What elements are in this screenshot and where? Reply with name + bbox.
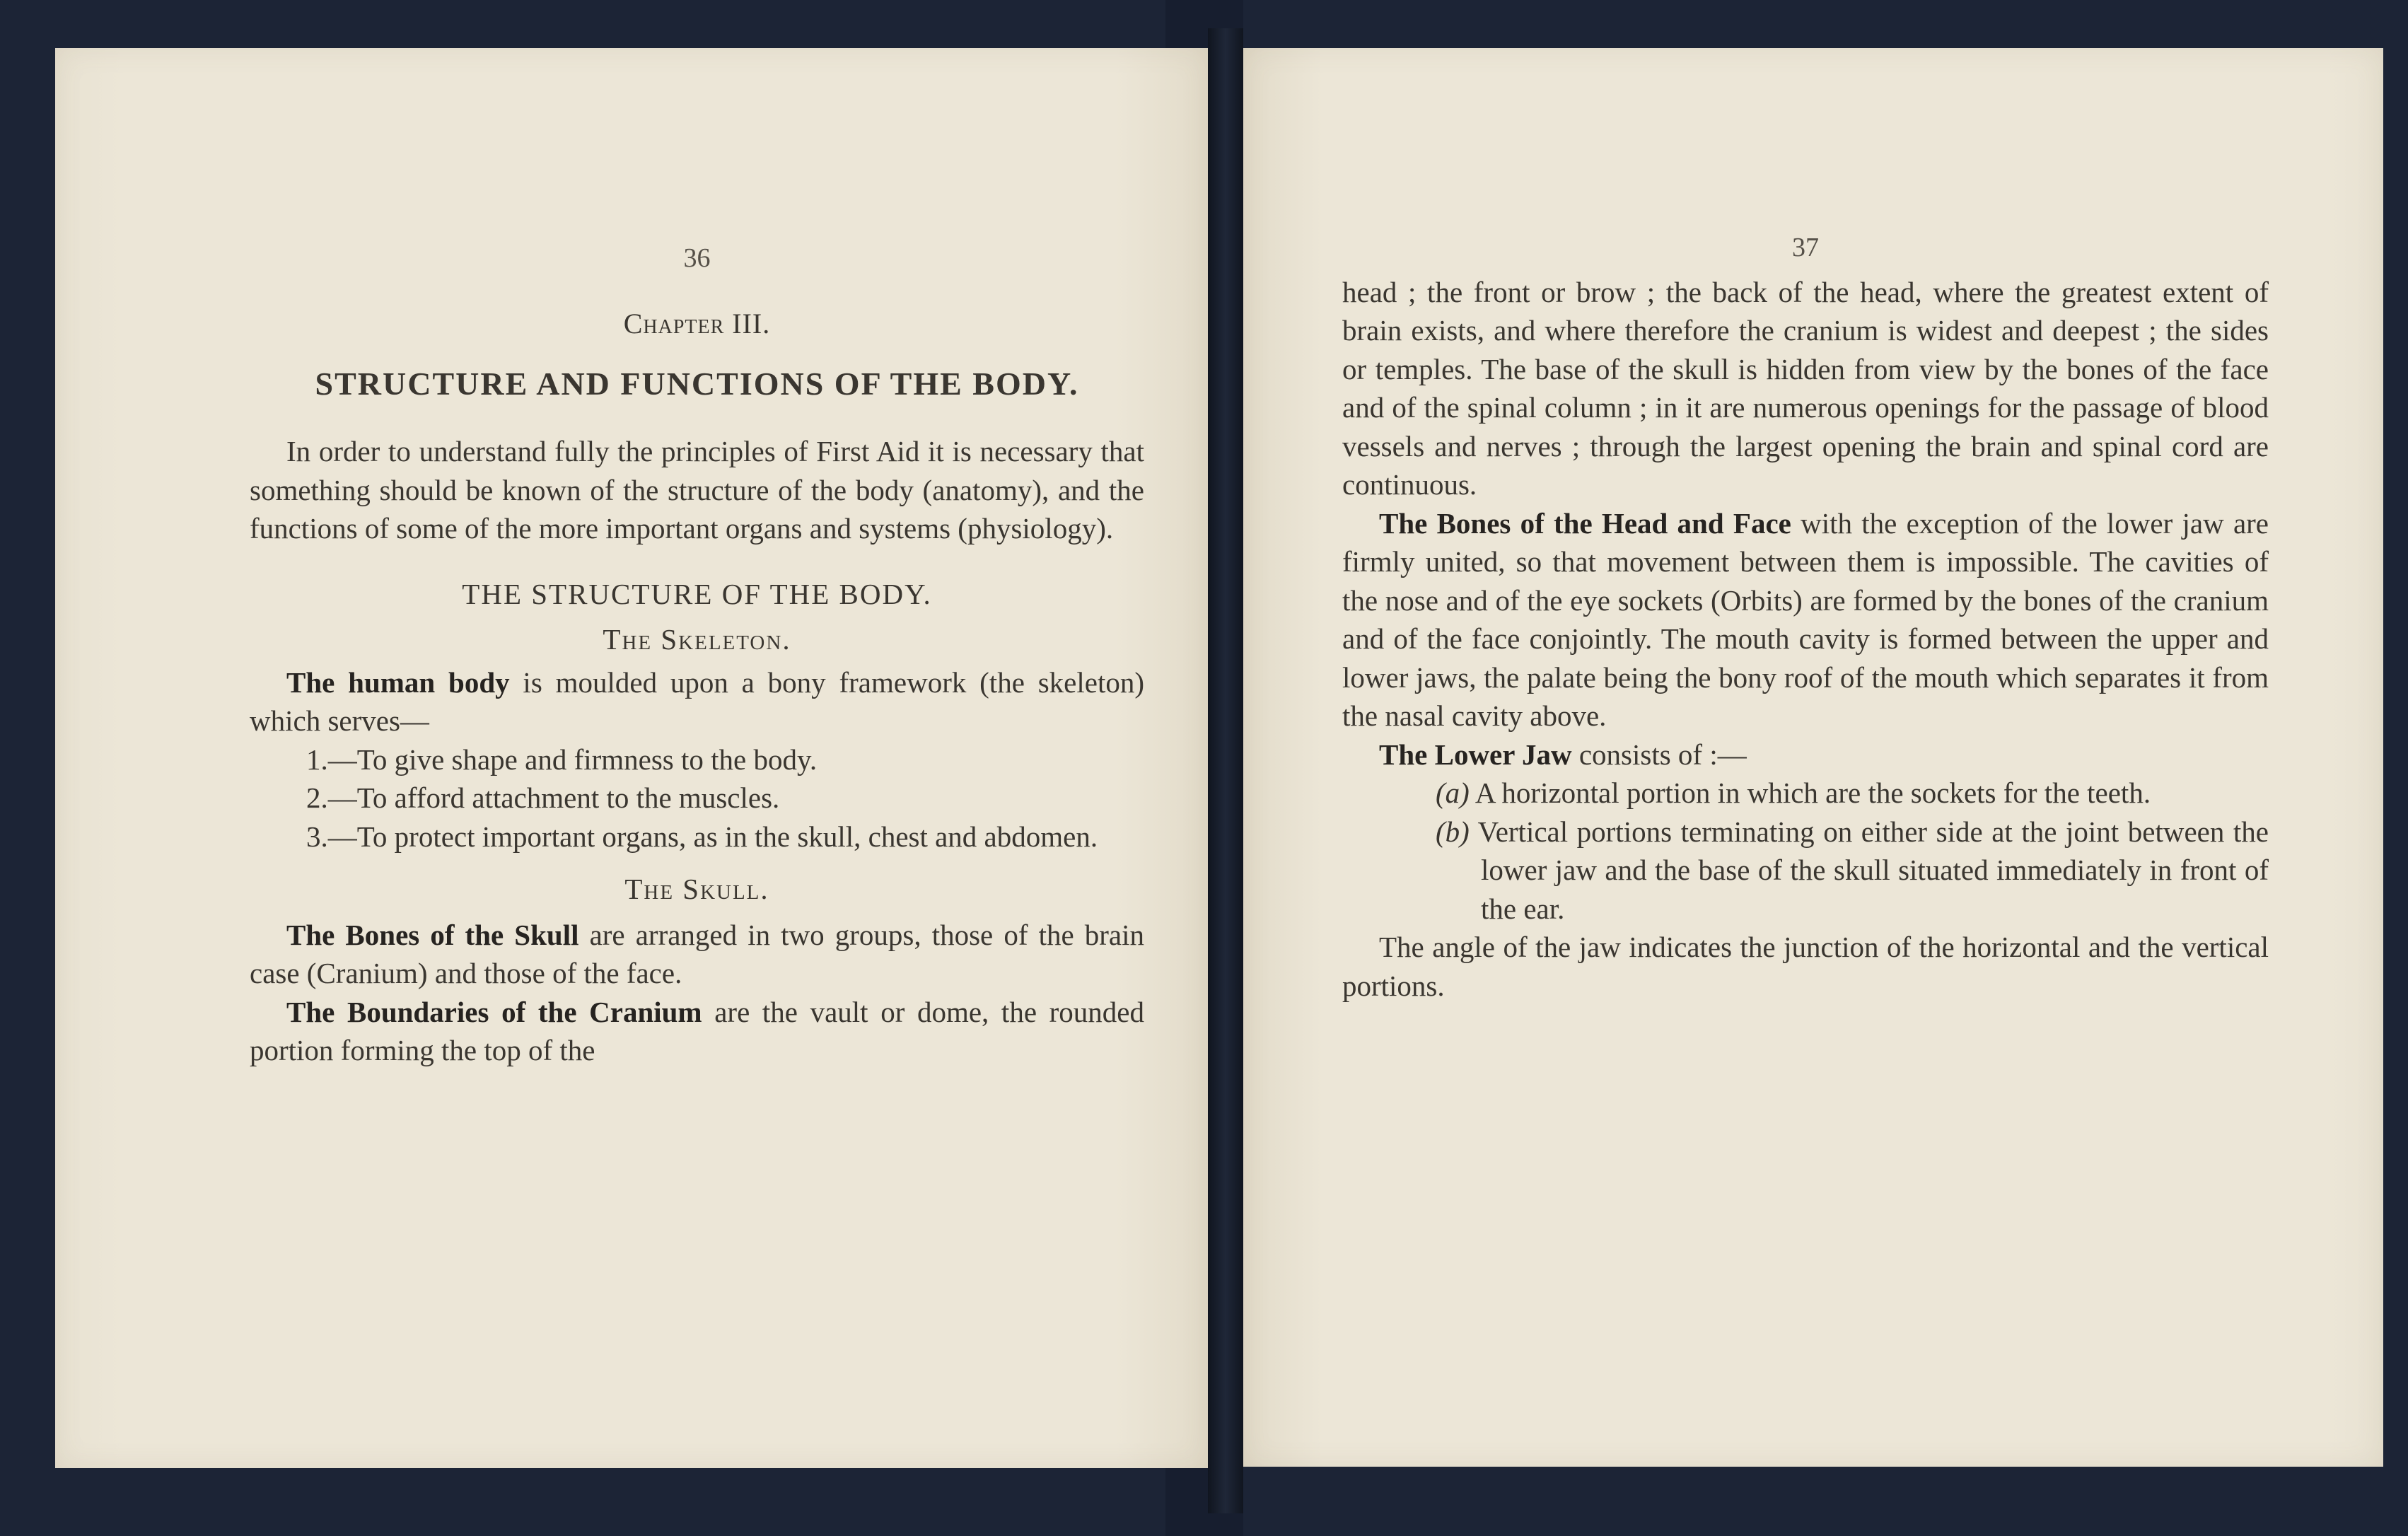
face-text: with the exception of the lower jaw are firmly united, so that movement between them is impossible. The cavities of the nose and of the eye sockets (Orbits) are formed by the bones of the cranium and of the face conjointly. The mouth cavity is formed between the upper and lower jaws, the palate being the bony roof of the mouth which separates it from the nasal cavity above. bbox=[1342, 506, 2269, 732]
jaw-portion-list bbox=[1342, 774, 2269, 928]
list-text: To give shape and firmness to the body. bbox=[356, 743, 818, 776]
list-text: A horizontal portion in which are the sockets for the teeth. bbox=[1475, 776, 2151, 809]
left-page-content bbox=[250, 239, 1144, 1070]
jaw-paragraph bbox=[1342, 735, 2269, 774]
cranium-paragraph bbox=[250, 993, 1144, 1070]
skull-paragraph bbox=[250, 916, 1144, 993]
skeleton-heading: The Skeleton. bbox=[603, 623, 791, 656]
page-number: 36 bbox=[683, 243, 711, 273]
skeleton-function-list bbox=[250, 740, 1144, 856]
list-item bbox=[250, 818, 1144, 856]
face-bold: The Bones of the Head and Face bbox=[1379, 506, 1791, 540]
skull-text: are arranged in two groups, those of the brain case (Cranium) and those of the face. bbox=[250, 918, 1144, 989]
skull-bold: The Bones of the Skull bbox=[286, 918, 579, 951]
skull-heading: The Skull. bbox=[624, 873, 769, 905]
list-text: To protect important organs, as in the skull, chest and abdomen. bbox=[356, 820, 1098, 853]
book-gutter bbox=[1208, 28, 1243, 1513]
intro-paragraph: In order to understand fully the principles of First Aid it is necessary that something should be known of the structure of the body (anatomy), and the functions of some of the more important organs and systems (physiology). bbox=[250, 435, 1144, 545]
list-marker: (a) bbox=[1436, 776, 1470, 809]
closing-paragraph: The angle of the jaw indicates the junction of the horizontal and the vertical portions. bbox=[1342, 931, 2269, 1002]
section-heading: THE STRUCTURE OF THE BODY. bbox=[462, 577, 932, 610]
jaw-bold: The Lower Jaw bbox=[1379, 738, 1572, 771]
chapter-label: Chapter III. bbox=[623, 307, 771, 339]
chapter-title: STRUCTURE AND FUNCTIONS OF THE BODY. bbox=[315, 366, 1079, 402]
list-item bbox=[250, 740, 1144, 779]
continuation-paragraph: head ; the front or brow ; the back of the head, where the greatest extent of brain exists, and where therefore the cranium is widest and deepest ; the sides or temples. The base of the skull is hidden from view by the bones of the face and of the spinal column ; in it are numerous openings for the passage of blood vessels and nerves ; through the largest opening the brain and spinal cord are continuous. bbox=[1342, 275, 2269, 501]
list-number: 2.— bbox=[306, 781, 357, 814]
cranium-bold: The Boundaries of the Cranium bbox=[286, 995, 702, 1028]
list-text: To afford attachment to the muscles. bbox=[356, 781, 780, 814]
list-number: 3.— bbox=[306, 820, 357, 853]
skeleton-paragraph bbox=[250, 663, 1144, 740]
list-marker: (b) bbox=[1436, 815, 1470, 848]
list-item bbox=[1342, 774, 2269, 813]
left-page bbox=[55, 48, 1208, 1468]
right-page-content bbox=[1342, 228, 2269, 1005]
jaw-text: consists of :— bbox=[1571, 738, 1747, 771]
skeleton-lead-bold: The human body bbox=[286, 665, 510, 699]
skeleton-lead-text: is moulded upon a bony framework (the skeleton) which serves— bbox=[250, 665, 1144, 737]
list-number: 1.— bbox=[306, 743, 357, 776]
right-page bbox=[1243, 48, 2383, 1467]
list-item bbox=[1342, 813, 2269, 929]
page-number: 37 bbox=[1792, 233, 1819, 262]
face-paragraph bbox=[1342, 504, 2269, 735]
list-item bbox=[250, 779, 1144, 818]
list-text: Vertical portions terminating on either side at the joint between the lower jaw and the base of the skull situated immediately in front of the ear. bbox=[1477, 815, 2269, 925]
cranium-text: are the vault or dome, the rounded portion forming the top of the bbox=[250, 995, 1144, 1066]
